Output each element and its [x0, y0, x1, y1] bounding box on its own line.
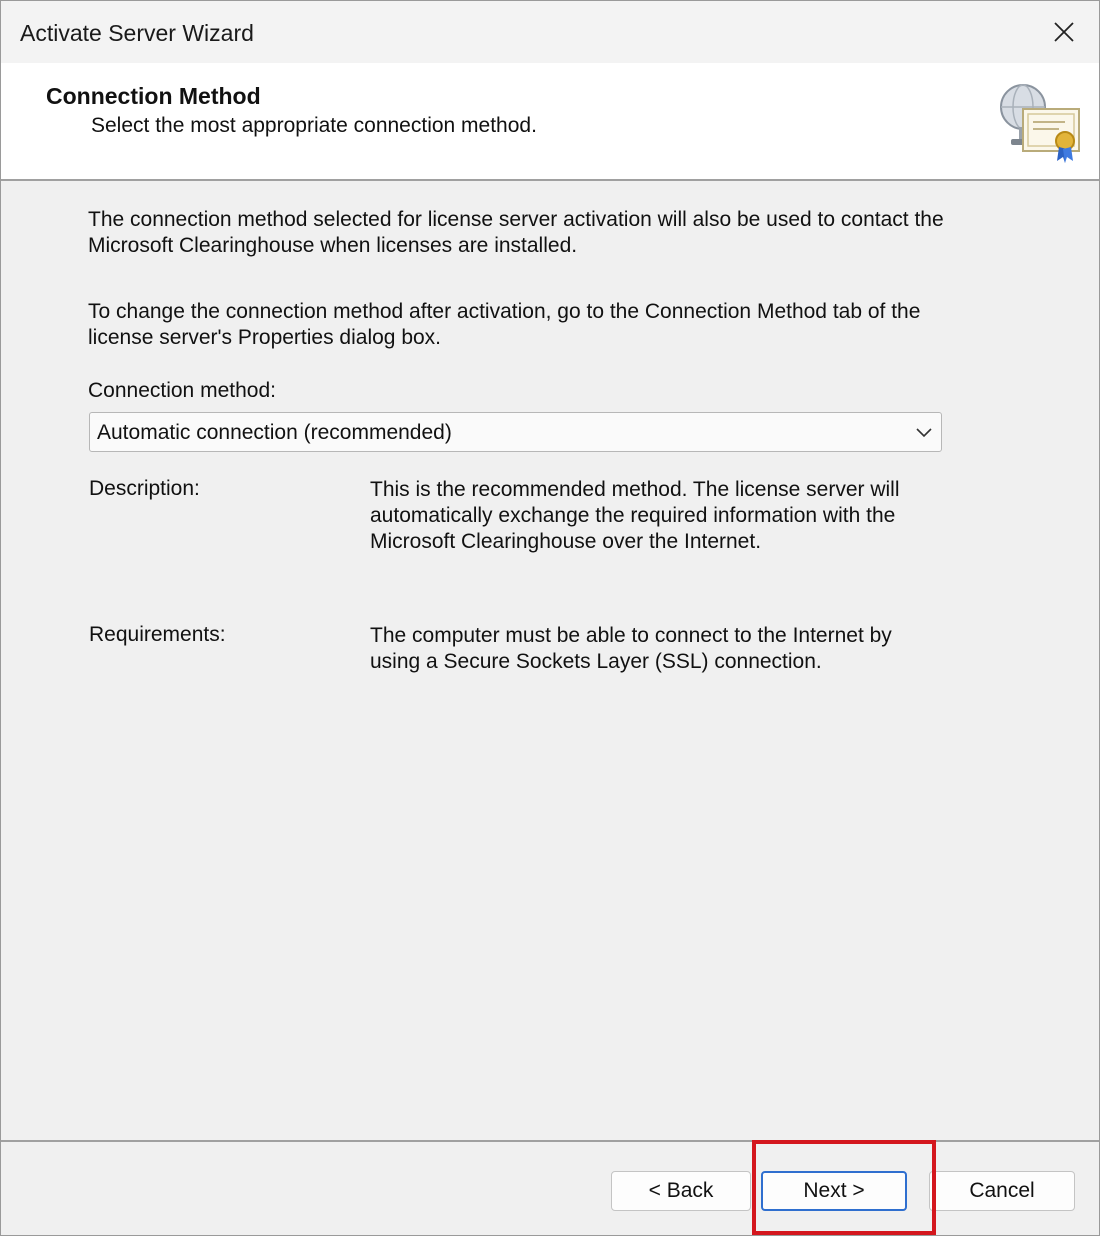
- intro-paragraph: The connection method selected for license server activation will also be used to contact the Microsoft Clearinghouse when licenses are installed.: [88, 208, 944, 257]
- window-title: Activate Server Wizard: [20, 20, 254, 46]
- requirements-label: Requirements:: [89, 623, 226, 646]
- server-certificate-icon: [993, 75, 1085, 167]
- next-button[interactable]: Next >: [761, 1171, 907, 1211]
- connection-method-selected-value: Automatic connection (recommended): [97, 421, 452, 444]
- cancel-button[interactable]: Cancel: [929, 1171, 1075, 1211]
- title-bar: [1, 1, 1099, 63]
- description-text: This is the recommended method. The license server will automatically exchange the required information with the Microsoft Clearinghouse over the Internet.: [370, 478, 900, 553]
- page-title: Connection Method: [46, 83, 261, 109]
- requirements-text: The computer must be able to connect to the Internet by using a Secure Sockets Layer (SSL) connection.: [370, 624, 892, 673]
- close-button[interactable]: [1029, 1, 1099, 63]
- wizard-content: [1, 181, 1099, 1139]
- back-button[interactable]: < Back: [611, 1171, 751, 1211]
- close-icon: [1053, 21, 1075, 43]
- change-method-paragraph: To change the connection method after activation, go to the Connection Method tab of the license server's Properties dialog box.: [88, 300, 921, 349]
- page-subtitle: Select the most appropriate connection method.: [91, 114, 537, 137]
- description-label: Description:: [89, 477, 200, 500]
- wizard-header: [1, 63, 1099, 181]
- connection-method-label: Connection method:: [88, 379, 276, 402]
- footer-divider: [1, 1140, 1099, 1142]
- connection-method-dropdown[interactable]: [89, 412, 942, 452]
- chevron-down-icon: [915, 423, 933, 441]
